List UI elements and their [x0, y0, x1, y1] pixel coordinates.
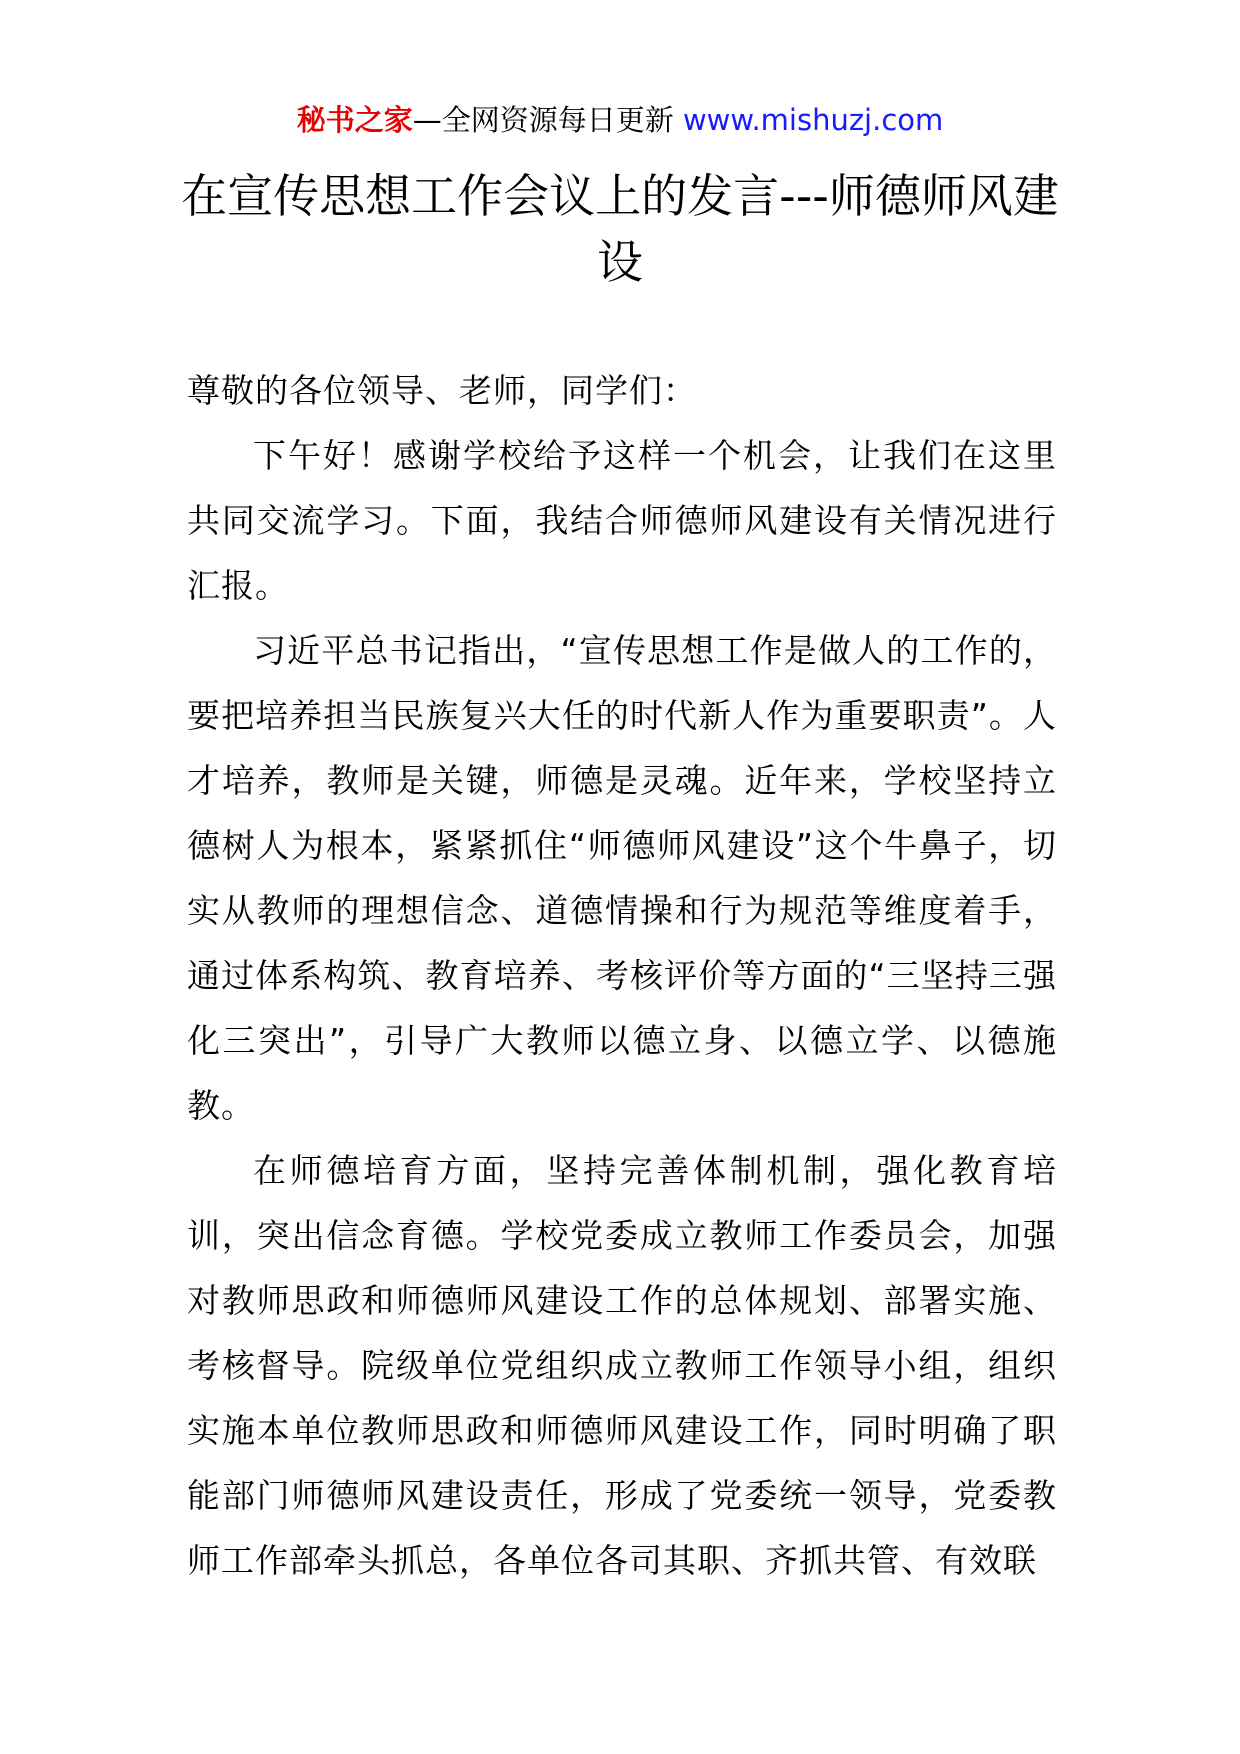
watermark-header: [0, 100, 1240, 140]
brand-name: 秘书之家: [296, 103, 413, 137]
paragraph: 下午好！感谢学校给予这样一个机会，让我们在这里共同交流学习。下面，我结合师德师风建设有关情况进行汇报。: [187, 436, 1057, 605]
paragraph: 习近平总书记指出，“宣传思想工作是做人的工作的，要把培养担当民族复兴大任的时代新人作为重要职责”。人才培养，教师是关键，师德是灵魂。近年来，学校坚持立德树人为根本，紧紧抓住“师德师风建设”这个牛鼻子，切实从教师的理想信念、道德情操和行为规范等维度着手，通过体系构筑、教育培养、考核评价等方面的“三坚持三强化三突出”，引导广大教师以德立身、以德立学、以德施教。: [187, 631, 1057, 1125]
document-body: [187, 358, 1057, 1593]
header-slogan: —全网资源每日更新: [412, 103, 674, 137]
paragraph: 在师德培育方面，坚持完善体制机制，强化教育培训，突出信念育德。学校党委成立教师工作委员会，加强对教师思政和师德师风建设工作的总体规划、部署实施、考核督导。院级单位党组织成立教师工作领导小组，组织实施本单位教师思政和师德师风建设工作，同时明确了职能部门师德师风建设责任，形成了党委统一领导，党委教师工作部牵头抓总，各单位各司其职、齐抓共管、有效联: [187, 1151, 1057, 1580]
site-url-link[interactable]: www.mishuzj.com: [682, 103, 944, 137]
document-title: 在宣传思想工作会议上的发言---师德师风建设: [181, 169, 1059, 289]
salutation: 尊敬的各位领导、老师，同学们：: [187, 371, 697, 410]
